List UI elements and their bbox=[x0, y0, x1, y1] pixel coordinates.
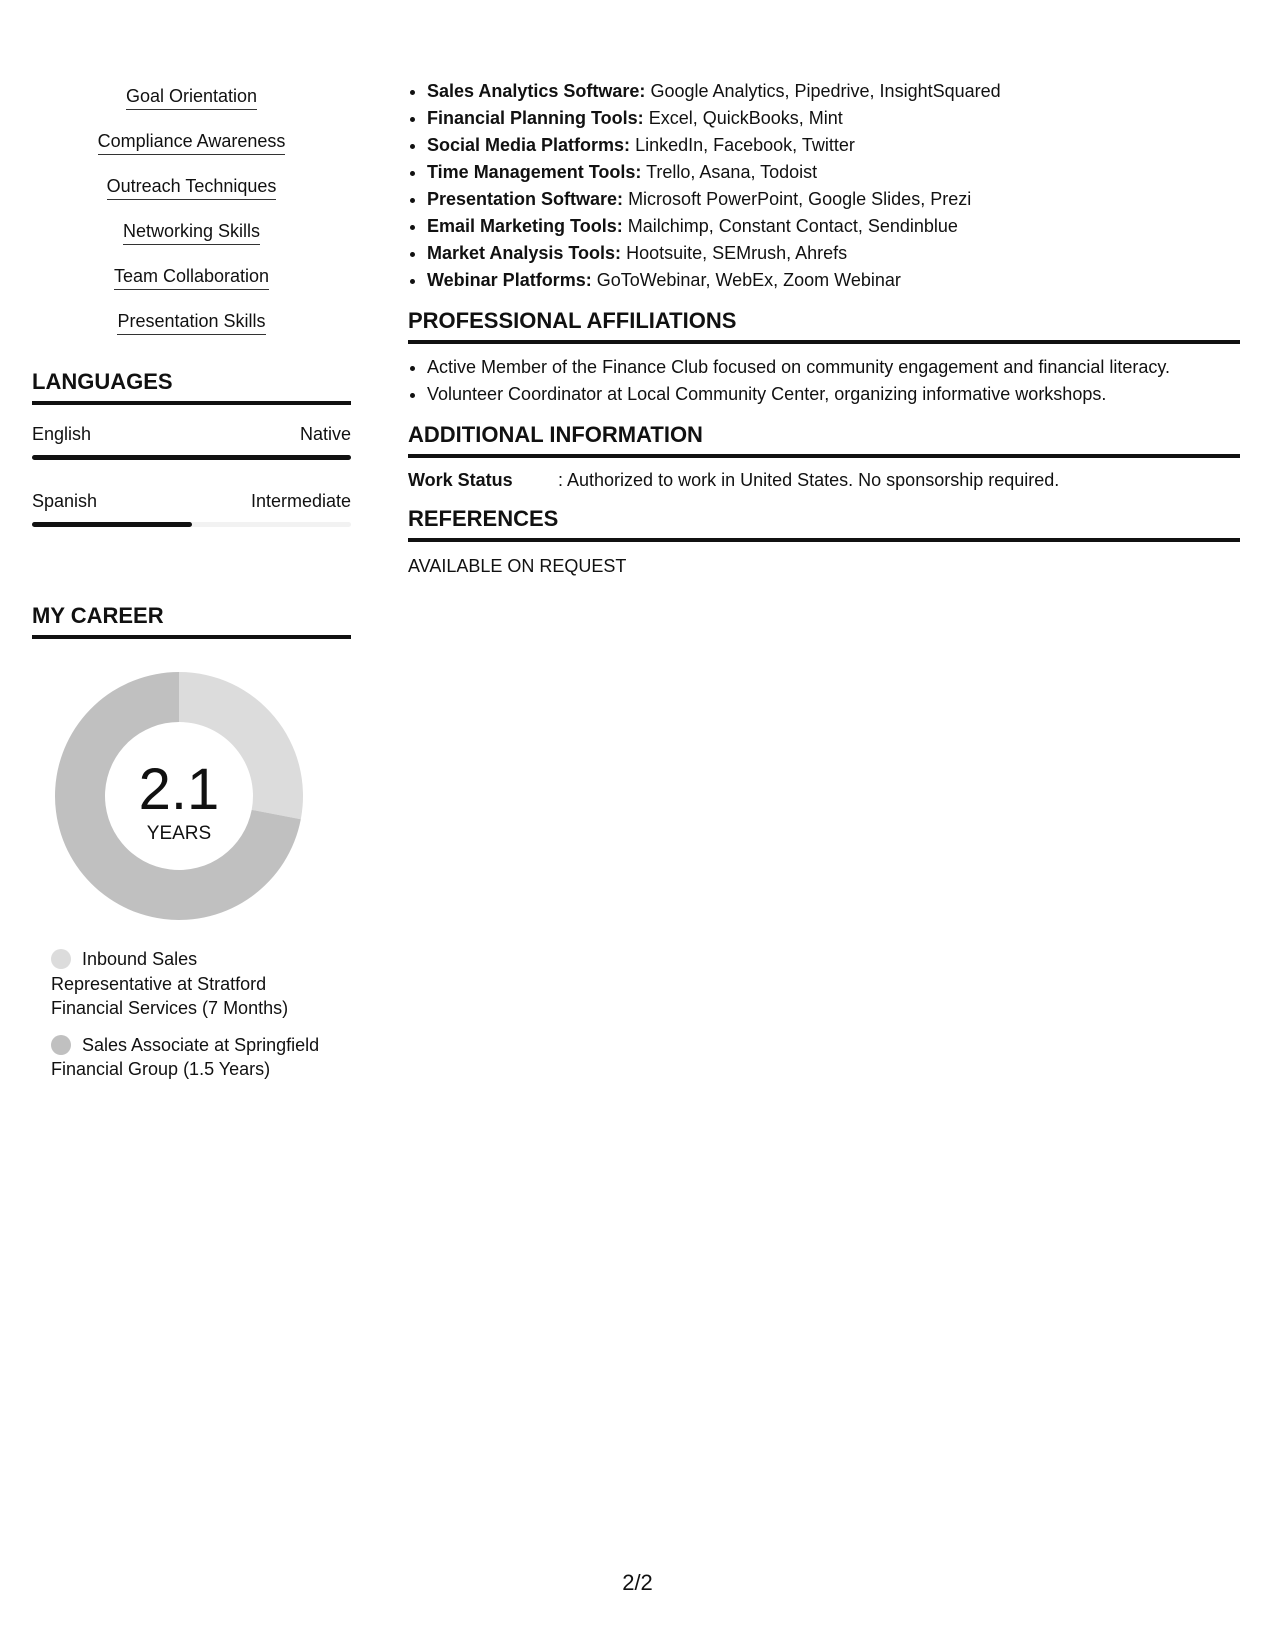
tool-value: GoToWebinar, WebEx, Zoom Webinar bbox=[596, 270, 901, 290]
language-row bbox=[32, 490, 351, 512]
language-row bbox=[32, 423, 351, 445]
left-column bbox=[32, 84, 351, 1094]
affiliations-title: PROFESSIONAL AFFILIATIONS bbox=[408, 308, 1240, 344]
legend-label: Inbound Sales Representative at Stratford Financial Services (7 Months) bbox=[51, 949, 289, 1018]
work-status-value: : Authorized to work in United States. No sponsorship required. bbox=[558, 470, 1060, 490]
career-donut-chart bbox=[54, 671, 304, 921]
career-title: MY CAREER bbox=[32, 603, 351, 639]
skill-item bbox=[32, 129, 351, 155]
references-title: REFERENCES bbox=[408, 506, 1240, 542]
tool-item bbox=[427, 240, 1240, 267]
tool-value: Google Analytics, Pipedrive, InsightSquared bbox=[650, 81, 1001, 101]
language-level: Intermediate bbox=[250, 491, 351, 511]
tool-item bbox=[427, 105, 1240, 132]
skill-item bbox=[32, 219, 351, 245]
legend-item bbox=[51, 1033, 321, 1082]
references-text: AVAILABLE ON REQUEST bbox=[408, 556, 627, 576]
skill-pill: Outreach Techniques bbox=[107, 174, 277, 200]
legend-dot-icon bbox=[51, 949, 71, 969]
tool-value: Excel, QuickBooks, Mint bbox=[648, 108, 843, 128]
tool-label: Presentation Software: bbox=[427, 189, 624, 209]
tool-item bbox=[427, 267, 1240, 294]
legend-item bbox=[51, 947, 321, 1021]
affiliation-item: • Active Member of the Finance Club focused on community engagement and financial literacy. bbox=[427, 354, 1240, 381]
skill-item bbox=[32, 174, 351, 200]
skill-item bbox=[32, 84, 351, 110]
skill-pill: Networking Skills bbox=[123, 219, 260, 245]
skill-pill: Presentation Skills bbox=[117, 309, 265, 335]
additional-info-section bbox=[408, 422, 1240, 492]
language-name: Spanish bbox=[32, 491, 98, 511]
tool-value: LinkedIn, Facebook, Twitter bbox=[635, 135, 855, 155]
references-section bbox=[408, 506, 1240, 578]
tool-value: Mailchimp, Constant Contact, Sendinblue bbox=[627, 216, 958, 236]
tool-label: Financial Planning Tools: bbox=[427, 108, 644, 128]
work-status-row bbox=[408, 468, 1240, 492]
legend-dot-icon bbox=[51, 1035, 71, 1055]
tool-label: Webinar Platforms: bbox=[427, 270, 592, 290]
tool-label: Time Management Tools: bbox=[427, 162, 642, 182]
language-level: Native bbox=[299, 424, 351, 444]
additional-info-title: ADDITIONAL INFORMATION bbox=[408, 422, 1240, 458]
donut-center bbox=[54, 671, 304, 921]
language-name: English bbox=[32, 424, 92, 444]
tool-item bbox=[427, 159, 1240, 186]
skill-item bbox=[32, 264, 351, 290]
skill-item bbox=[32, 309, 351, 335]
legend-label: Sales Associate at Springfield Financial Group (1.5 Years) bbox=[51, 1034, 320, 1079]
skills-list bbox=[32, 84, 351, 335]
languages-title: LANGUAGES bbox=[32, 369, 351, 405]
affiliations-list bbox=[408, 354, 1240, 408]
tool-label: Social Media Platforms: bbox=[427, 135, 631, 155]
tool-label: Sales Analytics Software: bbox=[427, 81, 646, 101]
affiliations-section bbox=[408, 308, 1240, 408]
languages-section bbox=[32, 369, 351, 527]
career-total-unit: YEARS bbox=[146, 823, 212, 844]
skill-pill: Team Collaboration bbox=[114, 264, 269, 290]
career-section bbox=[32, 603, 351, 1082]
tool-item bbox=[427, 213, 1240, 240]
language-bar bbox=[32, 455, 351, 460]
skill-pill: Compliance Awareness bbox=[98, 129, 286, 155]
tool-item bbox=[427, 186, 1240, 213]
tool-label: Email Marketing Tools: bbox=[427, 216, 623, 236]
tool-value: Trello, Asana, Todoist bbox=[646, 162, 818, 182]
language-bar bbox=[32, 522, 351, 527]
work-status-label: Work Status bbox=[408, 470, 513, 490]
tool-item bbox=[427, 78, 1240, 105]
right-column bbox=[408, 78, 1240, 578]
career-total-value: 2.1 bbox=[138, 757, 220, 822]
page-number: 2/2 bbox=[622, 1570, 653, 1595]
language-bar-fill bbox=[32, 522, 192, 527]
tool-value: Hootsuite, SEMrush, Ahrefs bbox=[626, 243, 848, 263]
tool-label: Market Analysis Tools: bbox=[427, 243, 622, 263]
tool-value: Microsoft PowerPoint, Google Slides, Prezi bbox=[628, 189, 972, 209]
affiliation-item: • Volunteer Coordinator at Local Community Center, organizing informative workshops. bbox=[427, 381, 1240, 408]
tool-item bbox=[427, 132, 1240, 159]
tools-list bbox=[408, 78, 1240, 294]
career-legend bbox=[51, 947, 321, 1082]
skill-pill: Goal Orientation bbox=[126, 84, 257, 110]
language-bar-fill bbox=[32, 455, 351, 460]
